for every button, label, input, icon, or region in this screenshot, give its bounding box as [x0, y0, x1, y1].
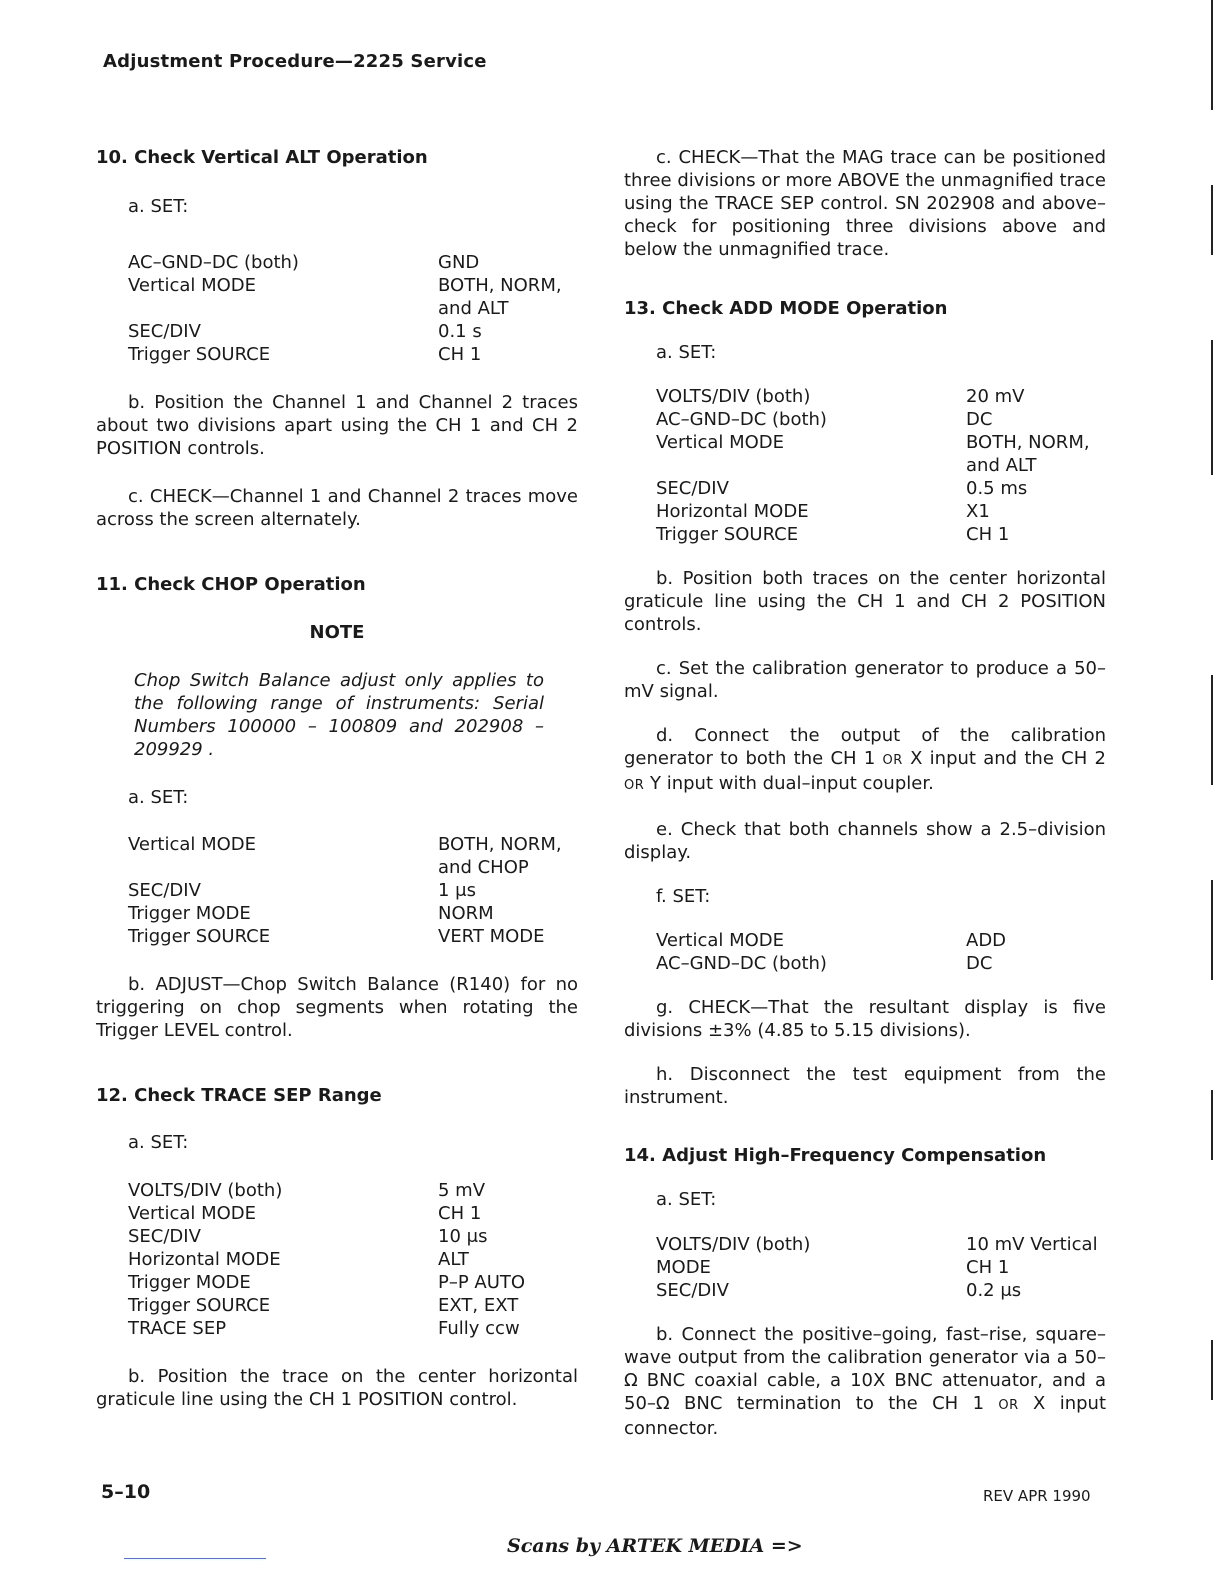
setting-value: ADD: [966, 930, 1007, 951]
setting-row: [656, 500, 1106, 523]
setting-value: ALT: [438, 1249, 469, 1270]
scan-edge-mark: [1211, 675, 1213, 785]
setting-value: CH 1: [438, 344, 482, 365]
setting-value: BOTH, NORM, and ALT: [966, 432, 1090, 476]
setting-row: [656, 1233, 1106, 1256]
section-10-step-b: b. Position the Channel 1 and Channel 2 traces about two divisions apart using the CH 1 and CH 2 POSITION controls.: [96, 392, 578, 459]
section-13-step-a: a. SET:: [656, 342, 717, 363]
setting-label: MODE: [656, 1257, 711, 1278]
setting-row: [656, 523, 1106, 546]
setting-row: [128, 1225, 578, 1248]
setting-label: Trigger SOURCE: [656, 524, 799, 545]
setting-row: [656, 431, 1106, 477]
note-body: Chop Switch Balance adjust only applies to the following range of instruments: Serial Numbers 100000 – 100809 and 202908 – 209929 .: [134, 670, 544, 760]
section-12-step-b: b. Position the trace on the center horizontal graticule line using the CH 1 POSITION control.: [96, 1366, 578, 1410]
section-12-step-a: a. SET:: [128, 1132, 189, 1153]
setting-row: [128, 1248, 578, 1271]
setting-row: [656, 1279, 1106, 1302]
section-14-step-a: a. SET:: [656, 1189, 717, 1210]
setting-value: CH 1: [438, 1203, 482, 1224]
setting-value: X1: [966, 501, 990, 522]
setting-label: AC–GND–DC (both): [656, 953, 827, 974]
setting-value: EXT, EXT: [438, 1295, 519, 1316]
page-header: Adjustment Procedure—2225 Service: [103, 51, 487, 72]
section-11-step-a: a. SET:: [128, 787, 189, 808]
setting-label: VOLTS/DIV (both): [656, 1234, 811, 1255]
setting-value: DC: [966, 953, 993, 974]
left-column: [96, 146, 578, 1411]
setting-row: [128, 320, 578, 343]
setting-value: VERT MODE: [438, 926, 545, 947]
section-13-title: 13. Check ADD MODE Operation: [624, 298, 948, 319]
section-12-step-c: c. CHECK—That the MAG trace can be positioned three divisions or more ABOVE the unmagnified trace using the TRACE SEP control. SN 202908 and above–check for positioning three divisions above and below the unmagnified trace.: [624, 147, 1106, 260]
section-12-settings: [96, 1179, 578, 1340]
setting-label: SEC/DIV: [128, 880, 201, 901]
setting-label: TRACE SEP: [128, 1318, 227, 1339]
setting-value: 5 mV: [438, 1180, 486, 1201]
section-13-step-h: h. Disconnect the test equipment from the instrument.: [624, 1064, 1106, 1108]
setting-label: Trigger SOURCE: [128, 1295, 271, 1316]
section-14-title: 14. Adjust High–Frequency Compensation: [624, 1145, 1047, 1166]
setting-row: [128, 1179, 578, 1202]
section-13-step-g: g. CHECK—That the resultant display is five divisions ±3% (4.85 to 5.15 divisions).: [624, 997, 1106, 1041]
setting-row: [656, 1256, 1106, 1279]
setting-value: GND: [438, 252, 480, 273]
section-10-title: 10. Check Vertical ALT Operation: [96, 147, 428, 168]
setting-label: Vertical MODE: [656, 432, 785, 453]
setting-label: Trigger MODE: [128, 903, 251, 924]
section-14-step-b: b. Connect the positive–going, fast–rise, square–wave output from the calibration generator via a 50–Ω BNC coaxial cable, a 10X BNC attenuator, and a 50–Ω BNC termination to the CH 1 OR X input connector.: [624, 1324, 1107, 1439]
scan-edge-mark: [1211, 185, 1213, 255]
scan-edge-mark: [1211, 1090, 1213, 1160]
setting-row: [128, 879, 578, 902]
setting-label: SEC/DIV: [128, 1226, 201, 1247]
setting-row: [128, 343, 578, 366]
section-10-step-c: c. CHECK—Channel 1 and Channel 2 traces move across the screen alternately.: [96, 486, 578, 530]
section-13-step-c: c. Set the calibration generator to produce a 50–mV signal.: [624, 658, 1106, 702]
section-13-settings: [624, 385, 1106, 546]
section-13-step-d: d. Connect the output of the calibration generator to both the CH 1 OR X input and the CH 2 OR Y input with dual–input coupler.: [624, 725, 1106, 794]
setting-value: 10 μs: [438, 1226, 488, 1247]
setting-row: [128, 902, 578, 925]
setting-value: 20 mV: [966, 386, 1025, 407]
setting-row: [128, 1317, 578, 1340]
scan-edge-mark: [1211, 0, 1213, 110]
section-11-settings: [96, 833, 578, 948]
setting-label: Horizontal MODE: [656, 501, 809, 522]
setting-value: NORM: [438, 903, 494, 924]
scan-edge-mark: [1211, 1340, 1213, 1400]
section-10-settings: [96, 251, 578, 366]
setting-label: Vertical MODE: [128, 834, 257, 855]
section-13-step-b: b. Position both traces on the center horizontal graticule line using the CH 1 and CH 2 POSITION controls.: [624, 568, 1106, 635]
setting-row: [656, 477, 1106, 500]
scan-edge-mark: [1211, 340, 1213, 475]
setting-value: CH 1: [966, 1257, 1010, 1278]
section-10-step-a: a. SET:: [128, 196, 189, 217]
setting-value: 0.5 ms: [966, 478, 1028, 499]
scan-edge-mark: [1211, 880, 1213, 980]
setting-value: 0.1 s: [438, 321, 482, 342]
setting-row: [656, 385, 1106, 408]
section-13-step-f: f. SET:: [656, 886, 711, 907]
setting-row: [128, 1294, 578, 1317]
setting-value: CH 1: [966, 524, 1010, 545]
setting-label: AC–GND–DC (both): [656, 409, 827, 430]
setting-label: SEC/DIV: [656, 478, 729, 499]
setting-label: SEC/DIV: [128, 321, 201, 342]
page-number: 5–10: [101, 1481, 151, 1503]
section-11-title: 11. Check CHOP Operation: [96, 574, 366, 595]
setting-value: BOTH, NORM, and ALT: [438, 275, 562, 319]
setting-row: [128, 925, 578, 948]
setting-row: [128, 1271, 578, 1294]
setting-row: [656, 929, 1106, 952]
setting-row: [128, 1202, 578, 1225]
setting-label: Trigger MODE: [128, 1272, 251, 1293]
setting-label: Horizontal MODE: [128, 1249, 281, 1270]
setting-label: AC–GND–DC (both): [128, 252, 299, 273]
setting-value: Fully ccw: [438, 1318, 520, 1339]
scan-credit: Scans by ARTEK MEDIA =>: [507, 1535, 803, 1557]
setting-value: 1 μs: [438, 880, 477, 901]
setting-label: Vertical MODE: [656, 930, 785, 951]
note-title: NOTE: [309, 622, 365, 643]
setting-row: [656, 408, 1106, 431]
section-14-settings: [624, 1233, 1106, 1302]
setting-row: [128, 274, 578, 320]
setting-value: 0.2 μs: [966, 1280, 1022, 1301]
setting-row: [128, 251, 578, 274]
setting-value: 10 mV Vertical: [966, 1234, 1098, 1255]
section-12-title: 12. Check TRACE SEP Range: [96, 1085, 382, 1106]
setting-label: VOLTS/DIV (both): [656, 386, 811, 407]
setting-label: Trigger SOURCE: [128, 344, 271, 365]
setting-label: Vertical MODE: [128, 275, 257, 296]
setting-value: DC: [966, 409, 993, 430]
section-13-step-e: e. Check that both channels show a 2.5–division display.: [624, 819, 1106, 863]
setting-label: Trigger SOURCE: [128, 926, 271, 947]
setting-label: Vertical MODE: [128, 1203, 257, 1224]
right-column: [624, 146, 1106, 1440]
setting-value: BOTH, NORM, and CHOP: [438, 834, 562, 878]
revision-date: REV APR 1990: [983, 1487, 1091, 1505]
setting-label: VOLTS/DIV (both): [128, 1180, 283, 1201]
setting-label: SEC/DIV: [656, 1280, 729, 1301]
setting-row: [656, 952, 1106, 975]
section-11-step-b: b. ADJUST—Chop Switch Balance (R140) for no triggering on chop segments when rotating the Trigger LEVEL control.: [96, 974, 578, 1041]
footer-link-underline: [124, 1558, 266, 1559]
setting-row: [128, 833, 578, 879]
section-13-f-settings: [624, 929, 1106, 975]
setting-value: P–P AUTO: [438, 1272, 526, 1293]
